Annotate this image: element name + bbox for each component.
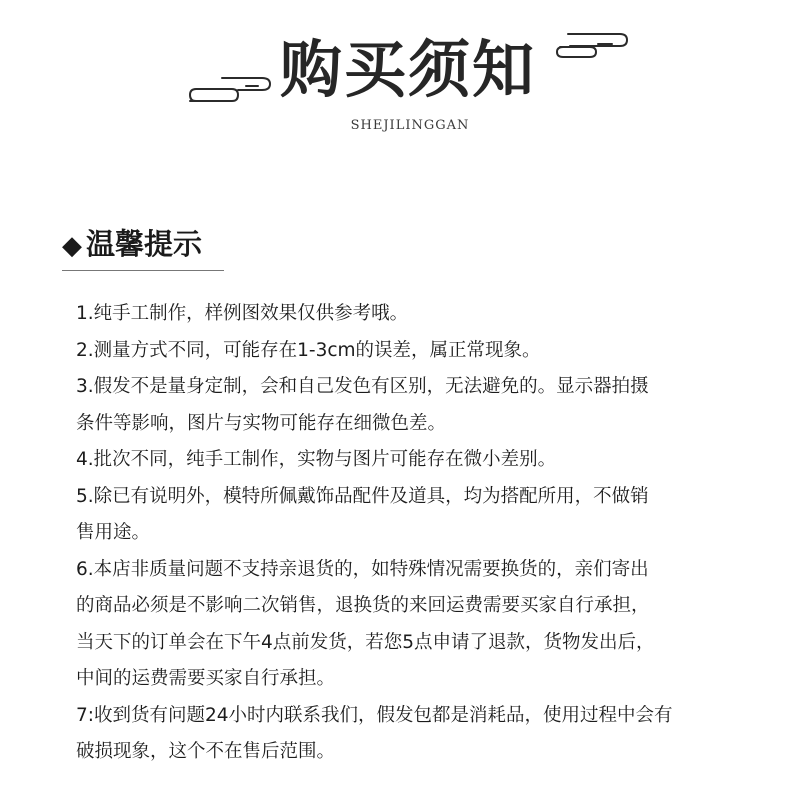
tips-line: 7:收到货有问题24小时内联系我们，假发包都是消耗品，使用过程中会有 (76, 704, 673, 726)
section-heading-label: 温馨提示 (86, 227, 203, 261)
tips-list (76, 296, 756, 771)
tips-line: 1.纯手工制作，样例图效果仅供参考哦。 (76, 303, 409, 324)
tips-line: 4.批次不同，纯手工制作，实物与图片可能存在微小差别。 (76, 449, 557, 470)
tips-line: 2.测量方式不同，可能存在1-3cm的误差，属正常现象。 (76, 339, 541, 361)
tips-line: 5.除已有说明外，模特所佩戴饰品配件及道具，均为搭配所用，不做销 (76, 485, 649, 507)
tips-line: 条件等影响，图片与实物可能存在细微色差。 (76, 412, 447, 434)
tips-line: 当天下的订单会在下午4点前发货，若您5点申请了退款，货物发出后， (76, 631, 655, 653)
page-title: 购买须知 (280, 33, 537, 106)
tips-line: 3.假发不是量身定制，会和自己发色有区别，无法避免的。显示器拍摄 (76, 376, 649, 397)
diamond-icon: ◆ (62, 231, 82, 261)
tips-line: 6.本店非质量问题不支持亲退货的，如特殊情况需要换货的，亲们寄出 (76, 558, 649, 580)
page-header (0, 0, 800, 150)
page-subtitle: SHEJILINGGAN (350, 118, 470, 133)
tips-line: 的商品必须是不影响二次销售，退换货的来回运费需要买家自行承担， (76, 595, 650, 616)
heading-underline (62, 270, 224, 271)
section-heading (62, 224, 202, 266)
tips-line: 破损现象，这个不在售后范围。 (76, 741, 336, 762)
tips-line: 售用途。 (76, 522, 151, 543)
tips-line: 中间的运费需要买家自行承担。 (76, 668, 336, 689)
